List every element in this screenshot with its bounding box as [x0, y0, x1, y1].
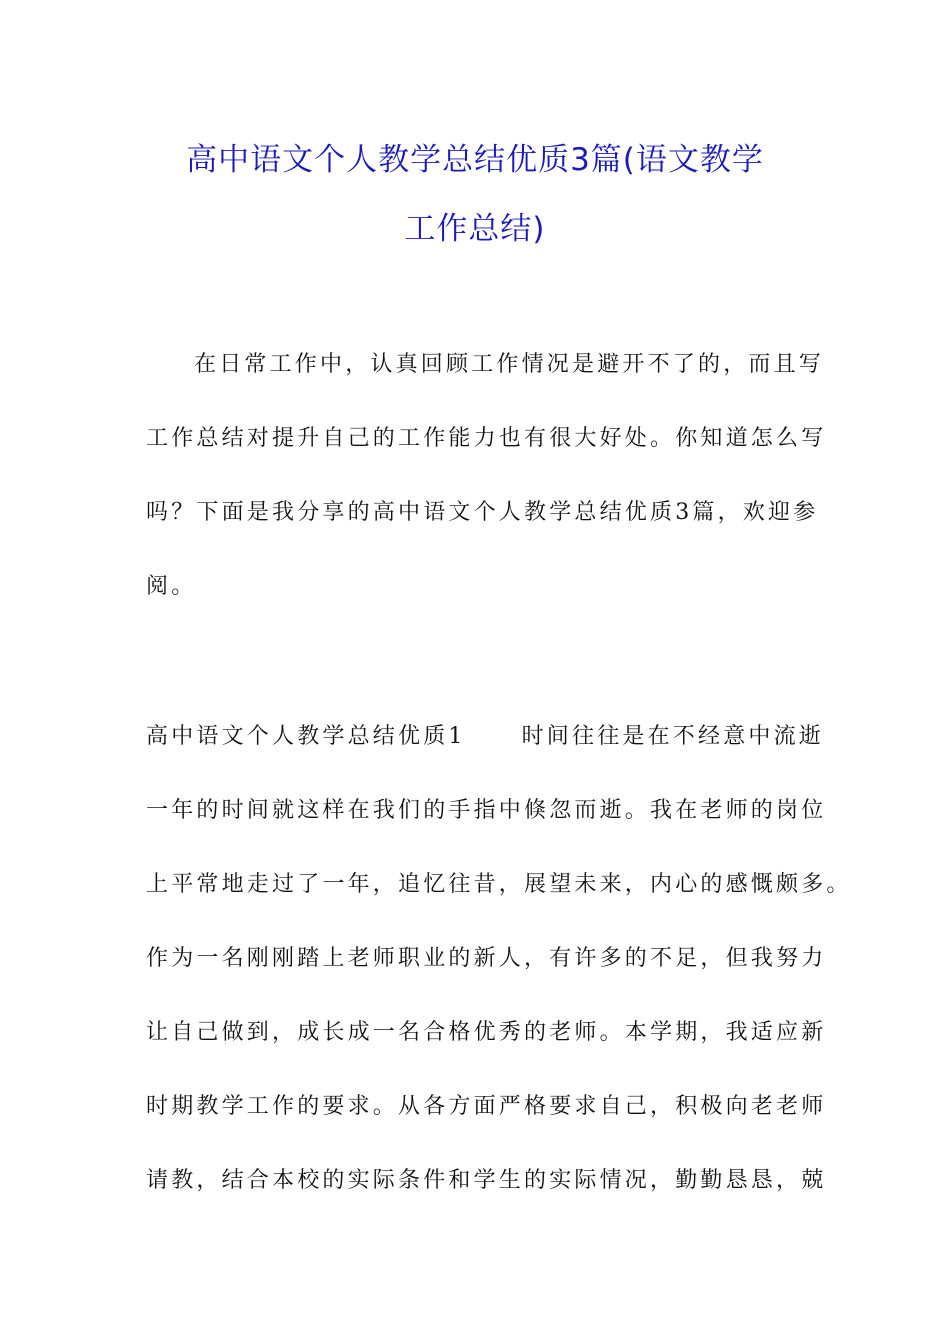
body-line-1: 一年的时间就这样在我们的手指中倏忽而逝。我在老师的岗位	[146, 798, 827, 823]
section-first-text: 时间往往是在不经意中流逝	[521, 724, 825, 749]
body-line-3: 作为一名刚刚踏上老师职业的新人，有许多的不足，但我努力	[146, 946, 827, 971]
body-line-5: 时期教学工作的要求。从各方面严格要求自己，积极向老老师	[146, 1094, 827, 1119]
body-line-2: 上平常地走过了一年，追忆往昔，展望未来，内心的感慨颇多。	[146, 872, 852, 897]
body-line-4: 让自己做到，成长成一名合格优秀的老师。本学期，我适应新	[146, 1020, 827, 1045]
document-title-line-2: 工作总结)	[404, 211, 546, 247]
document-title-line-1: 高中语文个人教学总结优质3篇(语文教学	[186, 142, 764, 178]
body-line-6: 请教，结合本校的实际条件和学生的实际情况，勤勤恳恳，兢	[146, 1168, 827, 1193]
intro-paragraph-line-3: 吗？下面是我分享的高中语文个人教学总结优质3篇，欢迎参	[146, 500, 819, 525]
section-first-line	[146, 719, 824, 750]
section-heading: 高中语文个人教学总结优质1	[146, 724, 466, 749]
intro-paragraph-line-1: 在日常工作中，认真回顾工作情况是避开不了的，而且写	[194, 352, 825, 377]
intro-paragraph-line-4: 阅。	[146, 574, 197, 599]
intro-paragraph-line-2: 工作总结对提升自己的工作能力也有很大好处。你知道怎么写	[146, 426, 827, 451]
